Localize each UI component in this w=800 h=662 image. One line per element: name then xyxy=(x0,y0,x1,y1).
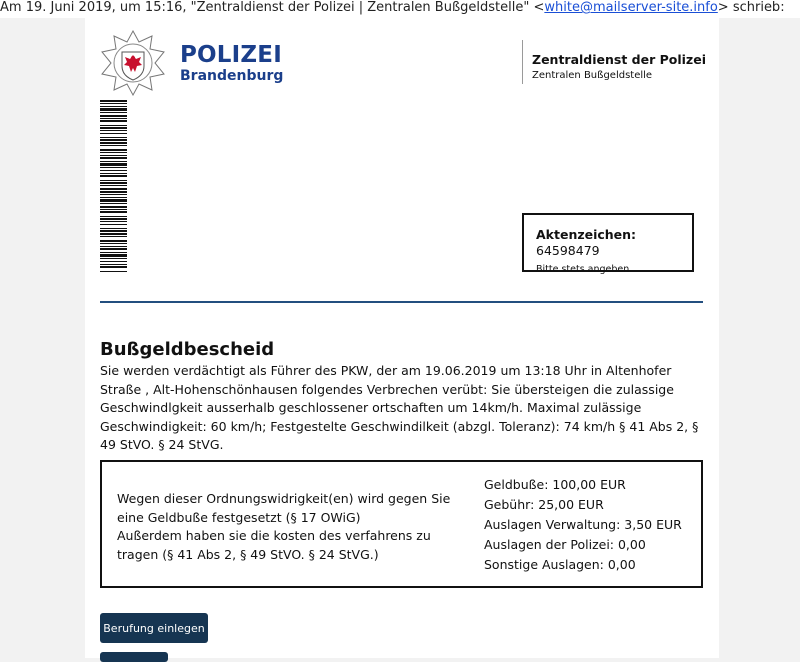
barcode-icon xyxy=(100,100,127,272)
appeal-button[interactable]: Berufung einlegen xyxy=(100,613,208,643)
org-subtitle: Zentralen Bußgeldstelle xyxy=(532,70,653,81)
aktenzeichen-line xyxy=(536,227,692,259)
section-divider xyxy=(100,301,703,303)
brand-line-state: Brandenburg xyxy=(180,68,284,84)
fine-explanation-line-2: Außerdem haben sie die kosten des verfahrens zu tragen (§ 41 Abs 2, § 49 StVO. § 24 StVG.) xyxy=(117,528,431,562)
brand-line-polizei: POLIZEI xyxy=(180,42,282,68)
aktenzeichen-label: Aktenzeichen: xyxy=(536,227,637,242)
sender-email-link[interactable]: white@mailserver-site.info xyxy=(544,0,718,15)
cost-item: Auslagen Verwaltung: 3,50 EUR xyxy=(484,517,682,532)
fine-explanation xyxy=(117,490,467,564)
quote-prefix: Am 19. Juni 2019, um 15:16, "Zentraldienst der Polizei | Zentralen Bußgeldstelle" < xyxy=(0,0,545,15)
notice-title: Bußgeldbescheid xyxy=(100,339,275,360)
aktenzeichen-box xyxy=(522,213,694,275)
header-divider xyxy=(522,40,523,84)
cost-item: Gebühr: 25,00 EUR xyxy=(484,497,604,512)
notice-body: Sie werden verdächtigt als Führer des PKW, der am 19.06.2019 um 13:18 Uhr in Altenhofer Straße , Alt-Hohenschönhausen folgendes Verbrechen verübt: Sie übersteigen die zulassige Geschwindlgkeit ausserhalb geschlossener ortschaften um 14km/h. Maximal zulässige Geschwindigkeit: 60 km/h; Festgestelte Geschwindilkeit (abzgl. Toleranz): 74 km/h § 41 Abs 2, § 49 StVO. § 24 StVG. xyxy=(100,363,699,452)
organization-block xyxy=(532,51,706,82)
brand-wordmark xyxy=(180,42,283,84)
secondary-button[interactable] xyxy=(100,652,168,662)
quote-suffix: > schrieb: xyxy=(717,0,785,15)
aktenzeichen-hint: Bitte stets angeben xyxy=(536,264,630,275)
police-star-logo-icon xyxy=(100,30,166,96)
org-name: Zentraldienst der Polizei xyxy=(532,52,706,67)
cost-item: Sonstige Auslagen: 0,00 xyxy=(484,557,636,572)
fine-cost-list xyxy=(484,475,682,575)
fine-summary-box xyxy=(100,460,703,588)
aktenzeichen-value: 64598479 xyxy=(536,243,600,258)
fine-explanation-line-1: Wegen dieser Ordnungswidrigkeit(en) wird gegen Sie eine Geldbuße festgesetzt (§ 17 OWiG) xyxy=(117,491,451,525)
cost-item: Auslagen der Polizei: 0,00 xyxy=(484,537,646,552)
cost-item: Geldbuße: 100,00 EUR xyxy=(484,477,626,492)
